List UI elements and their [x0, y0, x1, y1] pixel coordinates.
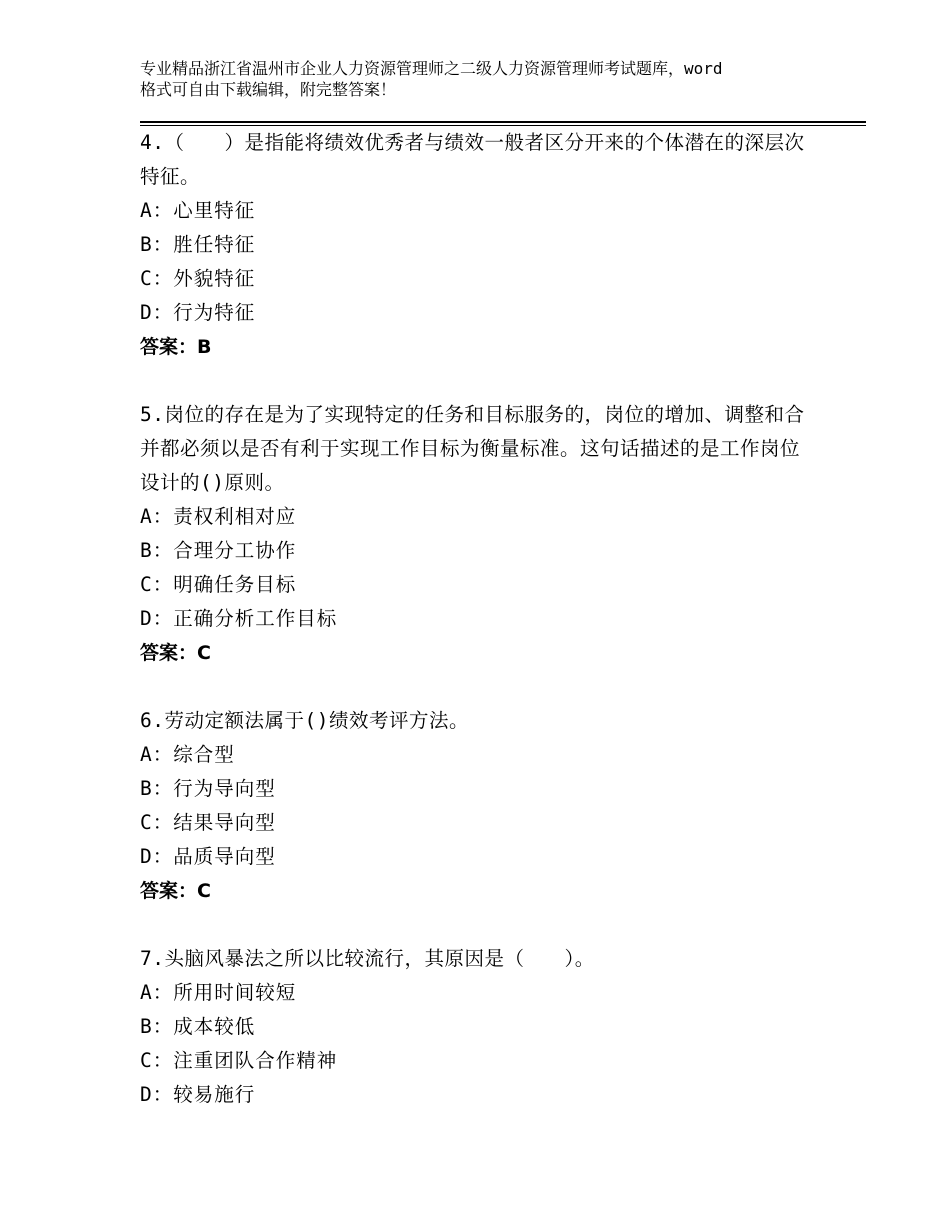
- option-c: C：注重团队合作精神: [140, 1049, 338, 1072]
- question-text: 6.劳动定额法属于()绩效考评方法。: [140, 709, 469, 732]
- option-c: C：外貌特征: [140, 267, 256, 290]
- header-rule-thick: [140, 121, 866, 123]
- question-6: [140, 704, 810, 908]
- question-text: 5.岗位的存在是为了实现特定的任务和目标服务的，岗位的增加、调整和合并都必须以是否有利于实现工作目标为衡量标准。这句话描述的是工作岗位设计的()原则。: [140, 403, 805, 494]
- question-text: 7.头脑风暴法之所以比较流行，其原因是（ ）。: [140, 947, 595, 970]
- question-text: 4.（ ）是指能将绩效优秀者与绩效一般者区分开来的个体潜在的深层次特征。: [140, 131, 805, 188]
- option-b: B：行为导向型: [140, 777, 276, 800]
- answer-label: 答案：C: [140, 642, 211, 664]
- question-4: [140, 126, 810, 364]
- option-c: C：明确任务目标: [140, 573, 297, 596]
- option-b: B：合理分工协作: [140, 539, 297, 562]
- option-c: C：结果导向型: [140, 811, 276, 834]
- option-b: B：胜任特征: [140, 233, 256, 256]
- document-header: 专业精品浙江省温州市企业人力资源管理师之二级人力资源管理师考试题库，word 格式可自由下载编辑，附完整答案！: [140, 59, 723, 99]
- spacer: [140, 670, 810, 704]
- option-d: D：正确分析工作目标: [140, 607, 338, 630]
- spacer: [140, 908, 810, 942]
- option-a: A：心里特征: [140, 199, 256, 222]
- option-d: D：品质导向型: [140, 845, 276, 868]
- question-7: [140, 942, 810, 1112]
- answer-label: 答案：C: [140, 880, 211, 902]
- option-d: D：较易施行: [140, 1083, 256, 1106]
- option-b: B：成本较低: [140, 1015, 256, 1038]
- option-d: D：行为特征: [140, 301, 256, 324]
- option-a: A：所用时间较短: [140, 981, 297, 1004]
- option-a: A：综合型: [140, 743, 235, 766]
- question-5: [140, 398, 810, 670]
- answer-label: 答案：B: [140, 336, 212, 358]
- spacer: [140, 364, 810, 398]
- option-a: A：责权利相对应: [140, 505, 297, 528]
- question-list: [140, 126, 810, 1112]
